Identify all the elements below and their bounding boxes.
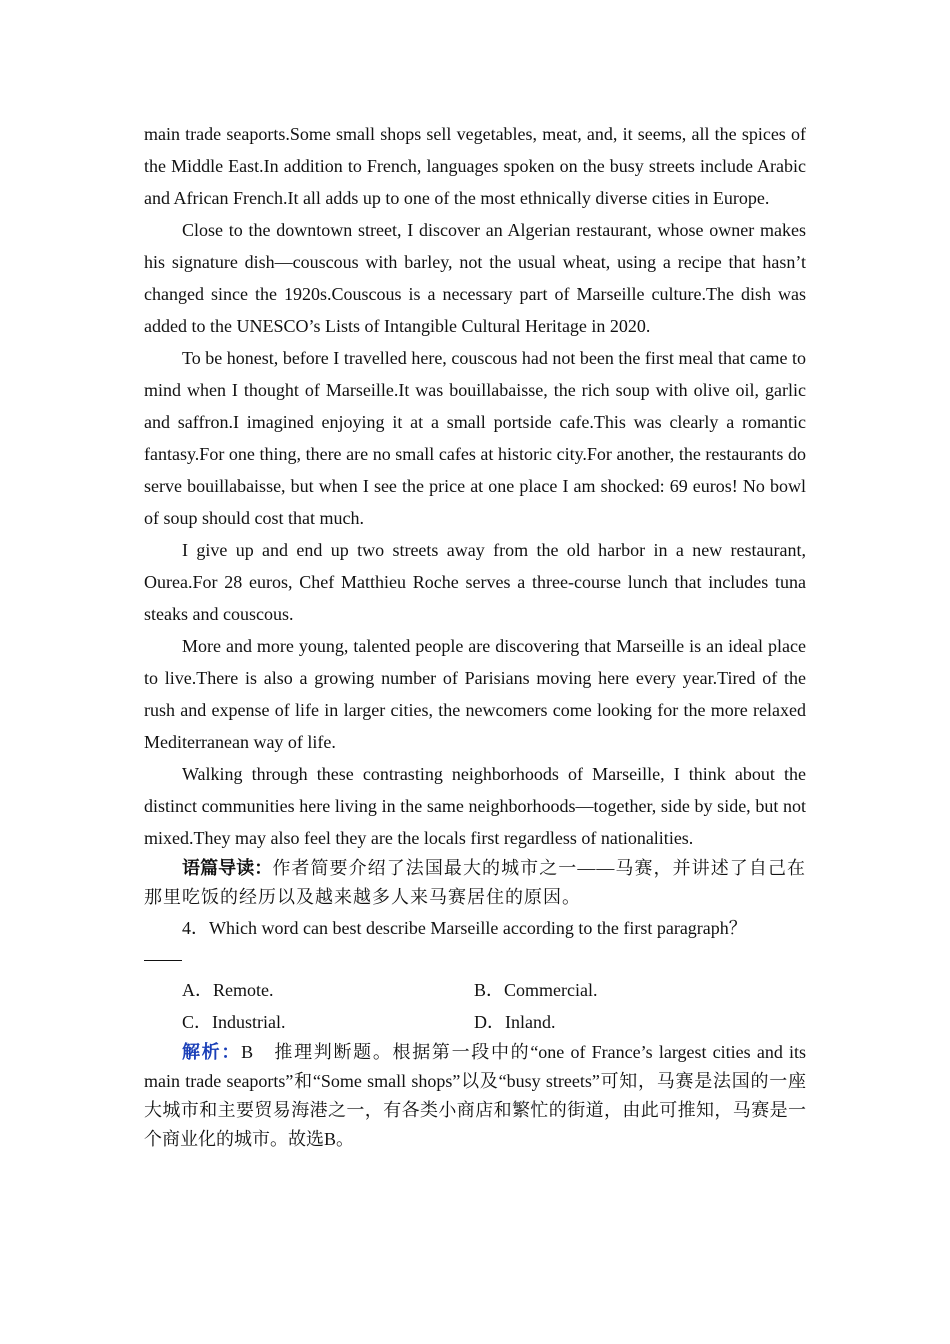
passage-paragraph-2: Close to the downtown street, I discover an Algerian restaurant, whose owner makes his signature dish—couscous with barley, not the usual wheat, using a recipe that hasn’t changed since the 1920s.Couscous is a necessary part of Marseille culture.The dish was added to the UNESCO’s Lists of Intangible Cultural Heritage in 2020. xyxy=(144,220,806,336)
answer-blank[interactable] xyxy=(144,944,806,974)
option-a[interactable]: A．Remote. xyxy=(182,980,274,1000)
option-d[interactable]: D．Inland. xyxy=(474,1012,556,1032)
passage-paragraph-4: I give up and end up two streets away from the old harbor in a new restaurant, Ourea.For 28 euros, Chef Matthieu Roche serves a three-course lunch that includes tuna steaks and couscous. xyxy=(144,540,806,624)
passage-paragraph-1: main trade seaports.Some small shops sell vegetables, meat, and, it seems, all the spices of the Middle East.In addition to French, languages spoken on the busy streets include Arabic and African French.It all adds up to one of the most ethnically diverse cities in Europe. xyxy=(144,124,806,208)
question-stem: 4．Which word can best describe Marseille according to the first paragraph？ xyxy=(182,918,747,938)
answer-blank-line xyxy=(144,960,182,961)
passage-guide xyxy=(144,854,806,912)
answer-options xyxy=(144,974,806,1038)
passage-paragraph-3: To be honest, before I travelled here, couscous had not been the first meal that came to mind when I thought of Marseille.It was bouillabaisse, the rich soup with olive oil, garlic and saffron.I imagined enjoying it at a small portside cafe.This was clearly a romantic fantasy.For one thing, there are no small cafes at historic city.For another, the restaurants do serve bouillabaisse, but when I see the price at one place I am shocked: 69 euros! No bowl of soup should cost that much. xyxy=(144,348,806,528)
guide-label: 语篇导读： xyxy=(182,858,273,878)
passage-paragraph-5: More and more young, talented people are discovering that Marseille is an ideal place to live.There is also a growing number of Parisians moving here every year.Tired of the rush and expense of life in larger cities, the newcomers come looking for the more relaxed Mediterranean way of life. xyxy=(144,636,806,752)
analysis-text: B 推理判断题。根据第一段中的“one of France’s largest cities and its main trade seaports”和“Some small shops”以及“busy streets”可知，马赛是法国的一座大城市和主要贸易海港之一，有各类小商店和繁忙的街道，由此可推知，马赛是一个商业化的城市。故选B。 xyxy=(144,1042,807,1149)
option-c[interactable]: C．Industrial. xyxy=(182,1012,286,1032)
option-b[interactable]: B．Commercial. xyxy=(474,980,598,1000)
guide-text: 作者简要介绍了法国最大的城市之一——马赛，并讲述了自己在那里吃饭的经历以及越来越多人来马赛居住的原因。 xyxy=(144,858,807,907)
answer-analysis xyxy=(144,1038,806,1154)
passage-paragraph-6: Walking through these contrasting neighborhoods of Marseille, I think about the distinct communities here living in the same neighborhoods—together, side by side, but not mixed.They may also feel they are the locals first regardless of nationalities. xyxy=(144,764,806,848)
reading-passage xyxy=(144,118,806,854)
analysis-label: 解析： xyxy=(182,1042,242,1062)
document-content xyxy=(144,118,806,1154)
